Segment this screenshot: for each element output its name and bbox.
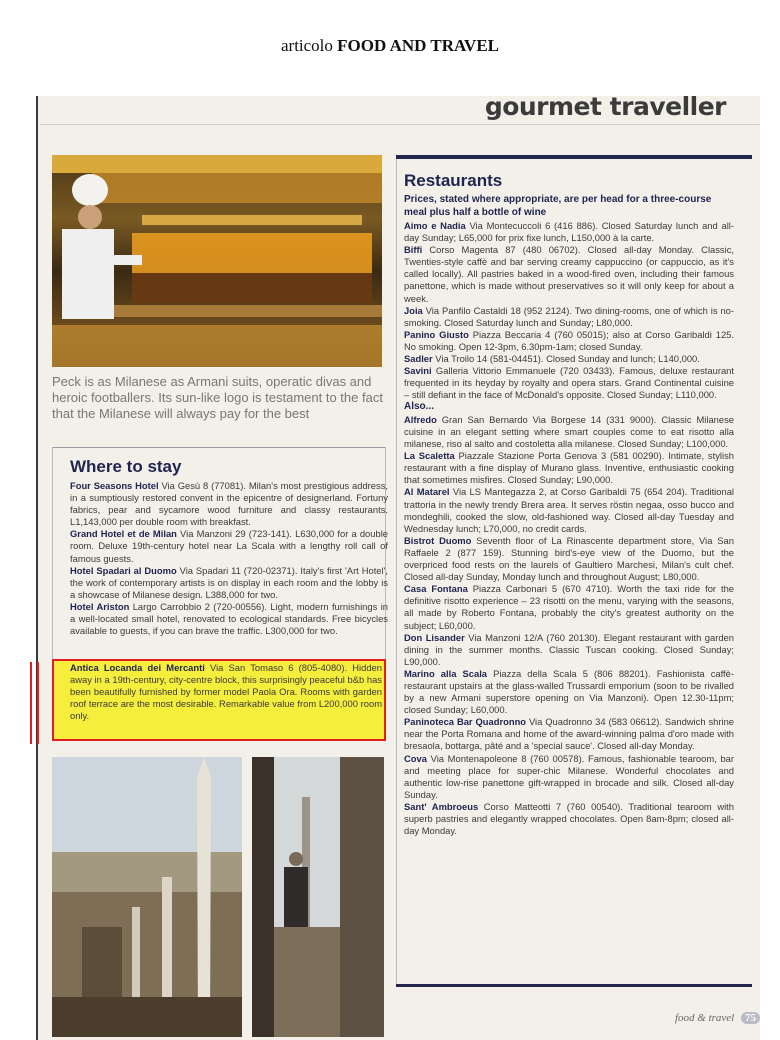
restaurants-bottom-bar: [396, 984, 752, 987]
restaurant-entry: Cova Via Montenapoleone 8 (760 00578). Famous, fashionable tearoom, bar and meeting place for super-chic Milanese. Wonderful chocolates and authentic low-rise panettone gift-wrapped in brocade and silk. Closed all-day Sunday.: [404, 752, 734, 800]
stay-box-left-rule: [52, 447, 53, 659]
hotel-entry: Hotel Spadari al Duomo Via Spadari 11 (720-02371). Italy's first 'Art Hotel', the work of contemporary artists is on display in each room and the lobby is a showcase of Milanese design. L388,000 for two.: [70, 564, 388, 600]
restaurants-section: [404, 171, 734, 837]
restaurants-subtitle: Prices, stated where appropriate, are per head for a three-course meal plus half a bottle of wine: [404, 194, 712, 218]
footer-brand: food & travel: [674, 1012, 735, 1024]
restaurant-entry: Sant' Ambroeus Corso Matteotti 7 (760 00540). Traditional tearoom with superb pastries and elegantly wrapped chocolates. Open 8am-8pm; closed all-day Monday.: [404, 800, 735, 837]
terrace-photo: [252, 757, 384, 1037]
stay-box-top-rule: [52, 447, 386, 448]
restaurant-entry: Alfredo Gran San Bernardo Via Borgese 14 (331 9000). Classic Milanese cuisine in an elegant setting where smart couples come to eat risotto alla milanese, riso al salto and costoletta alla milanese. Closed Sunday; L100,000.: [404, 413, 734, 450]
restaurant-entry: Biffi Corso Magenta 87 (480 06702). Closed all-day Monday. Classic, Twenties-style caffè and bar serving creamy cappuccino (or cappuccio, as it's called locally). All pastries baked in a wood-fired oven, including their famous panettone, which is made without preservatives so it will only keep for about a week.: [404, 244, 734, 304]
magazine-header: [0, 36, 780, 56]
where-to-stay-section: [70, 457, 388, 637]
also-heading: Also...: [404, 401, 435, 413]
restaurant-entry: Aimo e Nadia Via Montecuccoli 6 (416 886). Closed Saturday lunch and all-day Sunday; L65,000 for prix fixe lunch, L150,000 à la carte.: [404, 220, 734, 244]
restaurant-entry: Paninoteca Bar Quadronno Via Quadronno 34 (583 06612). Sandwich shrine near the Porta Romana and home of the award-winning palma d'oro made with bresaola, bottarga, pâté and a 'special sauce'. Closed all-day Monday.: [404, 716, 734, 752]
photo-caption: Peck is as Milanese as Armani suits, operatic divas and heroic footballers. Its sun-like logo is testament to the fact that the Milanese will always pay for the best: [52, 374, 383, 421]
restaurant-entry: Bistrot Duomo Seventh floor of La Rinascente department store, Via San Raffaele 2 (877 159). Stunning bird's-eye view of the Duomo, but the overpriced food rests on the laurels of Gaultiero Marchesi, Milan's cult chef. Closed all-day Sunday, Monday lunch and throughout August; L80,000.: [404, 534, 734, 583]
restaurant-entry: Al Matarel Via LS Mantegazza 2, at Corso Garibaldi 75 (654 204). Traditional trattoria in the newly trendy Brera area. It serves röstin negaa, osso bucco and mondeghili, cooked the slow, old-fashioned way. Closed all-day Tuesday and Wednesday lunch; L70,000, no credit cards.: [404, 486, 734, 534]
restaurant-entry: Don Lisander Via Manzoni 12/A (760 20130). Elegant restaurant with garden dining in the summer months. Classic Tuscan cooking. Closed Sunday; L90,000.: [404, 631, 734, 667]
hotel-entry: Grand Hotel et de Milan Via Manzoni 29 (723-141). L630,000 for a double room. Deluxe 19th-century hotel near La Scala with a lengthy roll call of famous guests.: [70, 528, 388, 564]
restaurant-entry: Sadler Via Troilo 14 (581-04451). Closed Sunday and lunch; L140,000.: [404, 353, 700, 365]
kitchen-photo: [52, 155, 382, 367]
restaurant-entry: Savini Galleria Vittorio Emmanuele (720 03433). Famous, deluxe restaurant frequented in its heyday by royalty and opera stars. Grand Continental cuisine – still defiant in the face of McDonald's opposite. Closed Sunday; L110,000.: [404, 365, 734, 401]
title-rule: [40, 124, 760, 125]
restaurants-title: Restaurants: [404, 171, 503, 190]
hotel-entry: Four Seasons Hotel Via Gesù 8 (77081). Milan's most prestigious address, in a sumptiously restored convent in the epicentre of designerland. Fortuny fabrics, pear and sycamore wood furniture and classy restaurants. L1,143,000 per double room with breakfast.: [70, 480, 388, 528]
page-title: gourmet traveller: [484, 92, 726, 121]
highlighted-hotel-entry: Antica Locanda dei Mercanti Via San Tomaso 6 (805-4080). Hidden away in a 19th-century, city-centre block, this surprisingly peaceful b&b has been beautifully furnished by former model Paola Ora. Rooms with garden roof terrace are the most desirable. Remarkable value from L200,000 room only.: [70, 662, 382, 722]
cathedral-rooftop-photo: [52, 757, 242, 1037]
header-section: FOOD AND TRAVEL: [337, 36, 500, 55]
restaurant-entry: Marino alla Scala Piazza della Scala 5 (806 88201). Fashionista caffè-restaurant upstairs at the glass-walled Trussardi emporium (soon to be rivalled by a new Armani superstore opening on Via Manzoni). Open 12.30-11pm; closed Sunday; L60,000.: [404, 667, 734, 716]
where-to-stay-title: Where to stay: [70, 457, 182, 476]
restaurant-entry: Joia Via Panfilo Castaldi 18 (952 2124). Two dining-rooms, one of which is no-smoking. Closed Saturday lunch and Sunday; L80,000.: [404, 304, 734, 328]
header-prefix: articolo: [280, 36, 333, 55]
hotel-entry: Hotel Ariston Largo Carrobbio 2 (720-00556). Light, modern furnishings in a well-located small hotel, renovated to ecological standards. Free bicycles available to guests, if you can brave the traffic. L300,000 for two.: [70, 600, 388, 637]
page-footer: [675, 1012, 760, 1024]
restaurant-entry: Panino Giusto Piazza Beccaria 4 (760 05015); also at Corso Garibaldi 125. No smoking. Open 12-3pm, 6.30pm-1am; closed Sunday.: [404, 328, 734, 352]
page-number: 75: [741, 1012, 760, 1024]
annotation-mark-left: [30, 662, 32, 744]
restaurants-left-rule: [396, 159, 397, 985]
annotation-mark-right: [37, 662, 39, 744]
restaurant-entry: La Scaletta Piazzale Stazione Porta Genova 3 (581 00290). Intimate, stylish restaurant with a fine display of Murano glass. Inventive, enthusiastic cooking that sometimes misfires. Closed Sunday; L90,000.: [404, 450, 734, 486]
restaurant-entry: Casa Fontana Piazza Carbonari 5 (670 4710). Worth the taxi ride for the definitive risotto experience – 23 risotti on the menu, varying with the seasons, all made by Roberto Fontana, probably the city's greatest authority on the subject; L60,000.: [404, 583, 734, 631]
restaurants-top-bar: [396, 155, 752, 159]
